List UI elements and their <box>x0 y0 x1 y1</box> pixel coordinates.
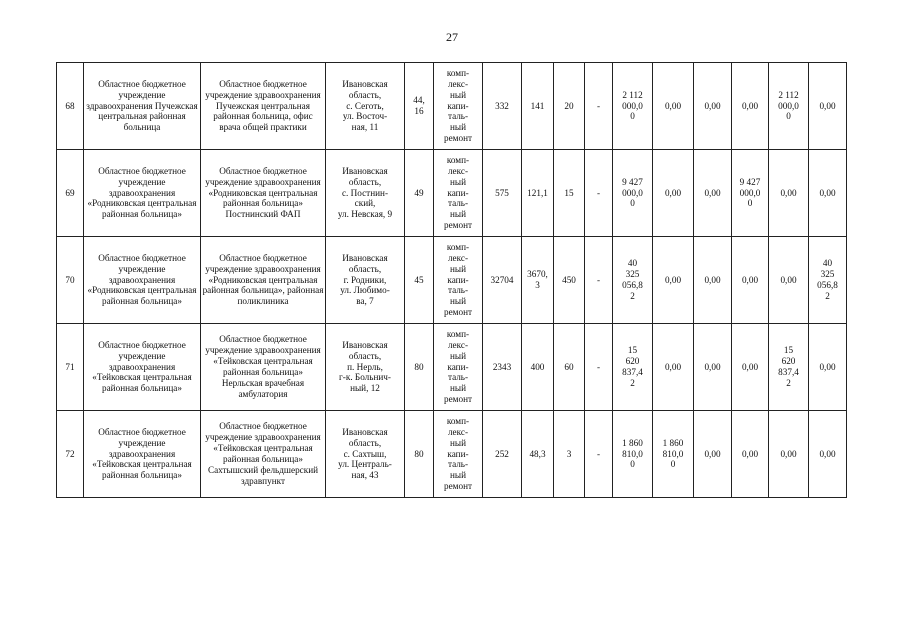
owner-institution: Областное бюджетное учреждение здравоохранения Пучежская центральная районная больница <box>84 63 201 150</box>
value-2: 48,3 <box>522 411 554 498</box>
value-2: 121,1 <box>522 150 554 237</box>
value-2: 400 <box>522 324 554 411</box>
year-value: 80 <box>405 324 434 411</box>
work-type: комп- лекс- ный капи- таль- ный ремонт <box>434 150 483 237</box>
cost-col-3: 9 427 000,0 0 <box>732 150 769 237</box>
year-value: 44, 16 <box>405 63 434 150</box>
cost-col-4: 0,00 <box>769 237 809 324</box>
owner-institution: Областное бюджетное учреждение здравоохранения «Родниковская центральная районная больница» <box>84 237 201 324</box>
owner-institution: Областное бюджетное учреждение здравоохранения «Тейковская центральная районная больница» <box>84 411 201 498</box>
total-cost: 40 325 056,8 2 <box>613 237 653 324</box>
row-number: 72 <box>57 411 84 498</box>
work-type: комп- лекс- ный капи- таль- ный ремонт <box>434 63 483 150</box>
owner-institution: Областное бюджетное учреждение здравоохранения «Родниковская центральная районная больница» <box>84 150 201 237</box>
cost-col-4: 15 620 837,4 2 <box>769 324 809 411</box>
value-3: 450 <box>554 237 585 324</box>
cost-col-2: 0,00 <box>694 411 732 498</box>
facility-address: Ивановская область, г. Родники, ул. Любимо- ва, 7 <box>326 237 405 324</box>
total-cost: 9 427 000,0 0 <box>613 150 653 237</box>
cost-col-1: 0,00 <box>653 237 694 324</box>
cost-col-1: 0,00 <box>653 150 694 237</box>
table-row <box>57 237 847 324</box>
total-cost: 1 860 810,0 0 <box>613 411 653 498</box>
facility-name: Областное бюджетное учреждение здравоохранения «Родниковская центральная районная больница», районная поликлиника <box>201 237 326 324</box>
table-row <box>57 63 847 150</box>
value-1: 2343 <box>483 324 522 411</box>
facility-address: Ивановская область, с. Сахтыш, ул. Централь- ная, 43 <box>326 411 405 498</box>
year-value: 45 <box>405 237 434 324</box>
cost-col-2: 0,00 <box>694 150 732 237</box>
cost-col-2: 0,00 <box>694 324 732 411</box>
value-3: 20 <box>554 63 585 150</box>
total-cost: 2 112 000,0 0 <box>613 63 653 150</box>
cost-col-3: 0,00 <box>732 324 769 411</box>
value-4: - <box>585 324 613 411</box>
cost-col-2: 0,00 <box>694 237 732 324</box>
page-number: 27 <box>446 30 458 44</box>
work-type: комп- лекс- ный капи- таль- ный ремонт <box>434 411 483 498</box>
cost-col-3: 0,00 <box>732 411 769 498</box>
cost-col-5: 40 325 056,8 2 <box>809 237 847 324</box>
work-type: комп- лекс- ный капи- таль- ный ремонт <box>434 237 483 324</box>
row-number: 69 <box>57 150 84 237</box>
year-value: 80 <box>405 411 434 498</box>
row-number: 68 <box>57 63 84 150</box>
owner-institution: Областное бюджетное учреждение здравоохранения «Тейковская центральная районная больница» <box>84 324 201 411</box>
value-2: 3670, 3 <box>522 237 554 324</box>
value-4: - <box>585 63 613 150</box>
value-1: 32704 <box>483 237 522 324</box>
value-1: 575 <box>483 150 522 237</box>
value-2: 141 <box>522 63 554 150</box>
facility-address: Ивановская область, п. Нерль, г-к. Больнич- ный, 12 <box>326 324 405 411</box>
cost-col-1: 0,00 <box>653 324 694 411</box>
facility-address: Ивановская область, с. Постнин- ский, ул. Невская, 9 <box>326 150 405 237</box>
cost-col-4: 0,00 <box>769 150 809 237</box>
cost-col-5: 0,00 <box>809 150 847 237</box>
table-row <box>57 411 847 498</box>
value-1: 252 <box>483 411 522 498</box>
value-4: - <box>585 411 613 498</box>
cost-col-3: 0,00 <box>732 63 769 150</box>
cost-col-3: 0,00 <box>732 237 769 324</box>
row-number: 70 <box>57 237 84 324</box>
facility-name: Областное бюджетное учреждение здравоохранения Пучежская центральная районная больница, офис врача общей практики <box>201 63 326 150</box>
cost-col-1: 0,00 <box>653 63 694 150</box>
cost-col-4: 2 112 000,0 0 <box>769 63 809 150</box>
value-3: 15 <box>554 150 585 237</box>
facility-repair-table <box>56 62 847 498</box>
cost-col-5: 0,00 <box>809 324 847 411</box>
value-1: 332 <box>483 63 522 150</box>
table-row <box>57 324 847 411</box>
total-cost: 15 620 837,4 2 <box>613 324 653 411</box>
facility-address: Ивановская область, с. Сеготь, ул. Восточ- ная, 11 <box>326 63 405 150</box>
value-4: - <box>585 150 613 237</box>
cost-col-2: 0,00 <box>694 63 732 150</box>
table-row <box>57 150 847 237</box>
cost-col-5: 0,00 <box>809 411 847 498</box>
cost-col-1: 1 860 810,0 0 <box>653 411 694 498</box>
cost-col-5: 0,00 <box>809 63 847 150</box>
year-value: 49 <box>405 150 434 237</box>
facility-name: Областное бюджетное учреждение здравоохранения «Тейковская центральная районная больница» Нерльская врачебная амбулатория <box>201 324 326 411</box>
cost-col-4: 0,00 <box>769 411 809 498</box>
row-number: 71 <box>57 324 84 411</box>
facility-name: Областное бюджетное учреждение здравоохранения «Тейковская центральная районная больница» Сахтышский фельдшерский здравпункт <box>201 411 326 498</box>
value-3: 60 <box>554 324 585 411</box>
work-type: комп- лекс- ный капи- таль- ный ремонт <box>434 324 483 411</box>
value-3: 3 <box>554 411 585 498</box>
facility-name: Областное бюджетное учреждение здравоохранения «Родниковская центральная районная больница» Постнинский ФАП <box>201 150 326 237</box>
value-4: - <box>585 237 613 324</box>
